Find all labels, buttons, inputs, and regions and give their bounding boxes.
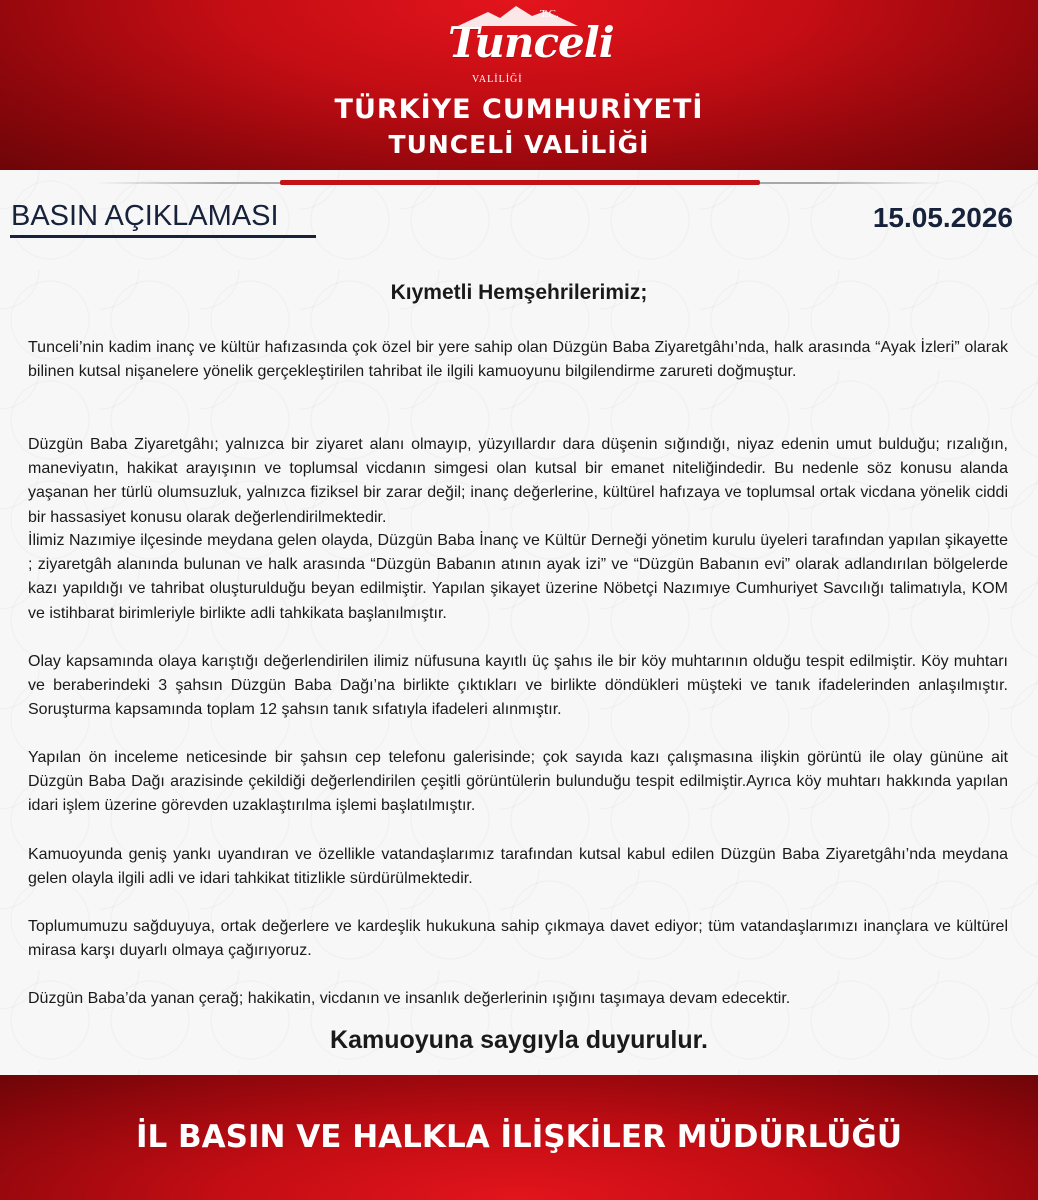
paragraph-4: Olay kapsamında olaya karıştığı değerlendirilen ilimiz nüfusuna kayıtlı üç şahıs ile bir köy muhtarının olduğu tespit edilmiştir. Köy muhtarı ve beraberindeki 3 şahsın Düzgün Baba Dağı’na birlikte çıktıkları ve birlikte döndükleri müşteki ve tanık ifadelerinden anlaşılmıştır. Soruşturma kapsamında toplam 12 şahsın tanık sıfatıyla ifadeleri alınmıştır. xyxy=(28,653,1008,719)
tunceli-valiligi-logo xyxy=(440,6,614,86)
paragraph-3: İlimiz Nazımiye ilçesinde meydana gelen olayda, Düzgün Baba İnanç ve Kültür Derneği yönetim kurulu üyeleri tarafından yapılan şikayette ; ziyaretgâh alanında bulunan ve halk arasında “Düzgün Babanın atının ayak izi” ve “Düzgün Babanın evi” olarak adlandırılan bölgelerde kazı yapıldığı ve tahribat oluşturulduğu beyan edilmiştir. Yapılan şikayet üzerine Nöbetçi Nazımıye Cumhuriyet Savcılığı talimatıyla, KOM ve istihbarat birimleriyle birlikte adli tahkikata başlanılmıştır. xyxy=(28,532,1008,622)
document-date: 15.05.2026 xyxy=(872,202,1013,233)
paragraph-6: Kamuoyunda geniş yankı uyandıran ve özellikle vatandaşlarımız tarafından kutsal kabul edilen Düzgün Baba Ziyaretgâhı’nda meydana gelen olayla ilgili adli ve idari tahkikat titizlikle sürdürülmektedir. xyxy=(28,846,1008,888)
logo-wordmark: Tunceli xyxy=(448,18,614,67)
closing-statement: Kamuoyuna saygıyla duyurulur. xyxy=(330,1026,708,1054)
paragraph-8: Düzgün Baba’da yanan çerağ; hakikatin, vicdanın ve insanlık değerlerinin ışığını taşımaya devam edecektir. xyxy=(28,990,791,1007)
paragraph-7: Toplumumuzu sağduyuya, ortak değerlere ve kardeşlik hukukuna sahip çıkmaya davet ediyor; tüm vatandaşlarımızı inançlara ve kültürel mirasa karşı duyarlı olmaya çağırıyoruz. xyxy=(28,918,1008,960)
document-title: BASIN AÇIKLAMASI xyxy=(11,200,279,232)
paragraph-1: Tunceli’nin kadim inanç ve kültür hafızasında çok özel bir yere sahip olan Düzgün Baba Ziyaretgâhı’nda, halk arasında “Ayak İzleri” olarak bilinen kutsal nişanelere yönelik gerçekleştirilen tahribat ile ilgili kamuoyunu bilgilendirme zarureti doğmuştur. xyxy=(28,339,1008,381)
paragraph-5: Yapılan ön inceleme neticesinde bir şahsın cep telefonu galerisinde; çok sayıda kazı çalışmasına ilişkin görüntü ile olay gününe ait Düzgün Baba Dağı arazisinde çekildiği değerlendirilen çeşitli görüntülerin bulunduğu tespit edilmiştir.Ayrıca köy muhtarı hakkında yapılan idari işlem üzerine görevden uzaklaştırılma işlemi başlatılmıştır. xyxy=(28,749,1008,815)
logo-subtitle: VALİLİĞİ xyxy=(472,74,523,85)
footer-banner xyxy=(0,1075,1038,1200)
logo-tc: T.C. xyxy=(540,8,559,20)
footer-text: İL BASIN VE HALKLA İLİŞKİLER MÜDÜRLÜĞÜ xyxy=(135,1119,903,1155)
paragraph-2: Düzgün Baba Ziyaretgâhı; yalnızca bir ziyaret alanı olmayıp, yüzyıllardır dara düşenin sığındığı, niyaz edenin umut bulduğu; rızalığın, maneviyatın, hakikat arayışının ve toplumsal vicdanın simgesi olan kutsal bir emanet niteliğindedir. Bu nedenle söz konusu alanda yaşanan her türlü olumsuzluk, yalnızca fiziksel bir zarar değil; inanç değerlerine, kültürel hafızaya ve toplumsal ortak vicdana yönelik ciddi bir hassasiyet konusu olarak değerlendirilmektedir. xyxy=(28,436,1008,526)
header-title-line2: TUNCELİ VALİLİĞİ xyxy=(388,130,650,159)
greeting: Kıymetli Hemşehrilerimiz; xyxy=(390,281,648,304)
header-banner xyxy=(0,0,1038,170)
header-title-line1: TÜRKİYE CUMHURİYETİ xyxy=(334,94,704,125)
header-divider-accent xyxy=(280,180,760,185)
title-underline xyxy=(10,235,316,238)
